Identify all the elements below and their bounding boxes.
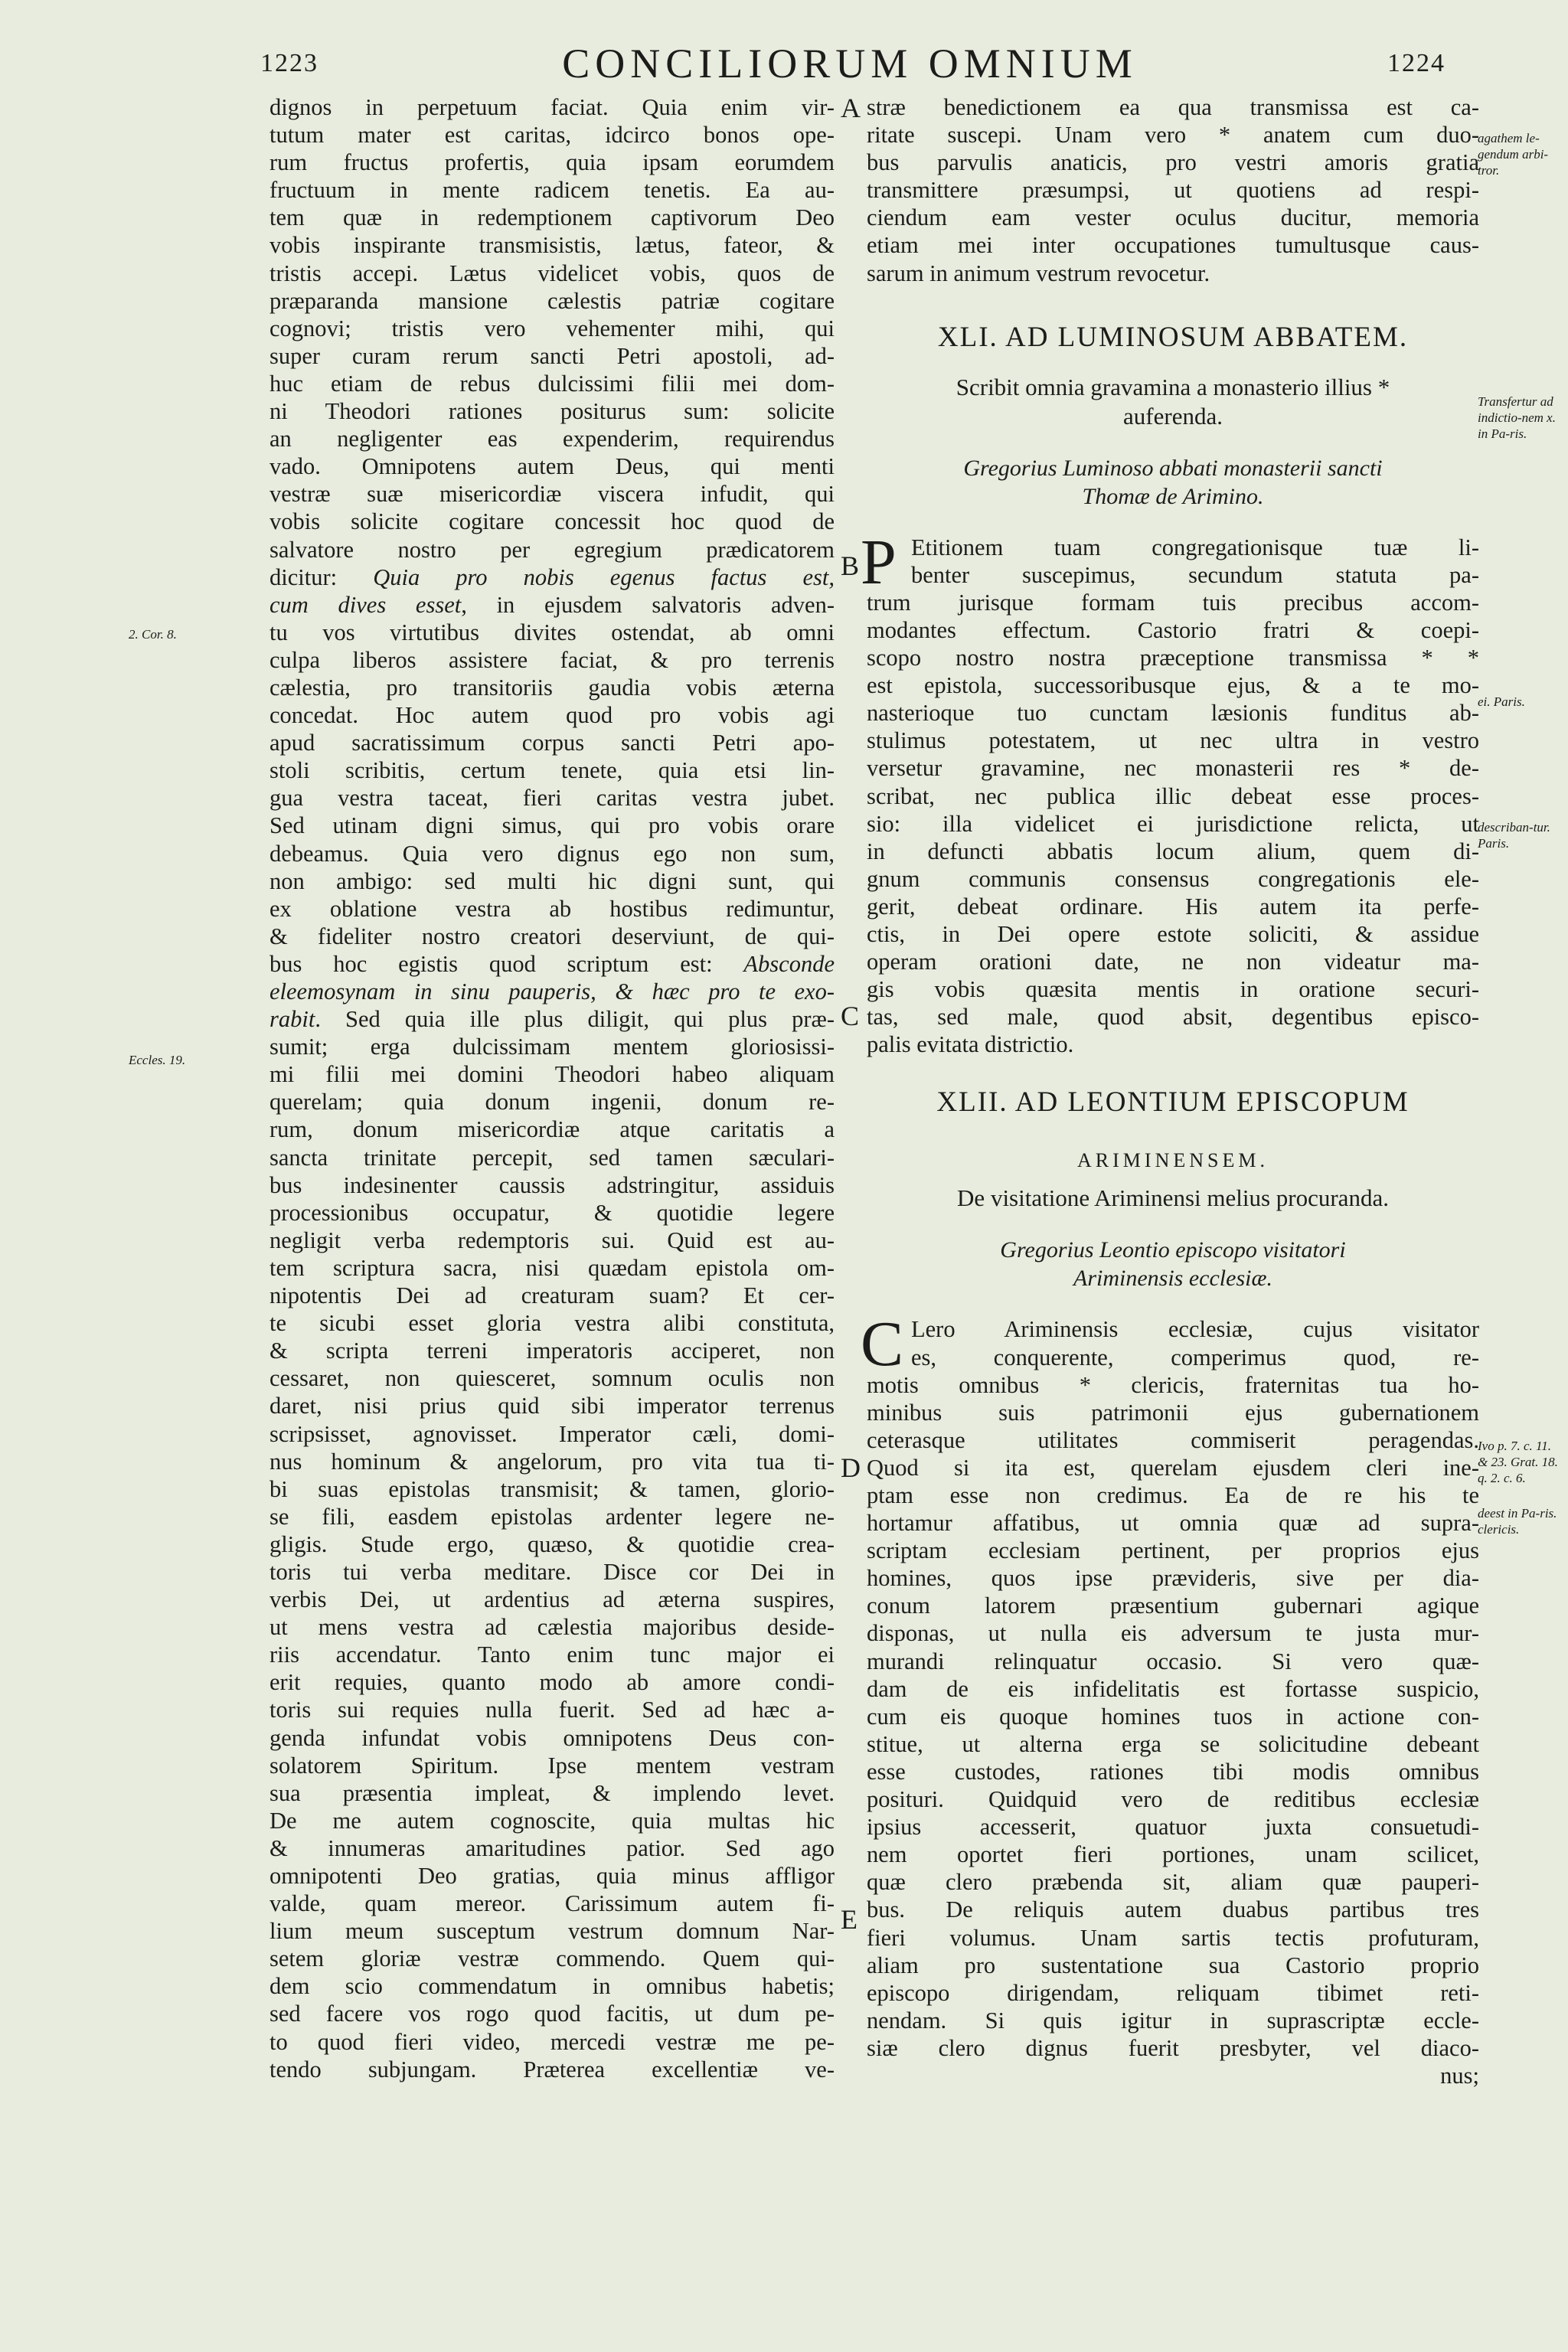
- letter-41-salutation: Gregorius Luminoso abbati monasterii sancti: [963, 455, 1383, 481]
- text-line: an negligenter eas expenderim, requirendus: [270, 426, 835, 452]
- text-line: bus hoc egistis quod scriptum est: Absconde: [270, 950, 835, 977]
- text-line: setem gloriæ vestræ commendo. Quem qui-: [270, 1945, 835, 1972]
- text-line: dam de eis infidelitatis est fortasse suspicio,: [867, 1675, 1479, 1702]
- text-line: in defuncti abbatis locum alium, quem di-: [867, 838, 1479, 864]
- text-line: nem oportet fieri portiones, unam scilicet,: [867, 1841, 1479, 1868]
- text-line: & innumeras amaritudines patior. Sed ago: [270, 1834, 835, 1861]
- text-line: quæ clero præbenda sit, aliam quæ pauperi-: [867, 1869, 1479, 1896]
- margin-note-right: ei. Paris.: [1478, 694, 1525, 709]
- text-line: ex oblatione vestra ab hostibus redimuntur,: [270, 895, 835, 922]
- text-line: ctis, in Dei opere estote soliciti, & assidue: [867, 920, 1479, 947]
- left-column: [270, 93, 835, 2083]
- text-line: Quod si ita est, querelam ejusdem cleri ine-: [867, 1454, 1479, 1481]
- text-line: huc etiam de rebus dulcissimi filii mei dom-: [270, 370, 835, 397]
- text-line: cum dives esset, in ejusdem salvatoris adven-: [270, 591, 835, 618]
- letter-41-body: [861, 526, 1479, 1059]
- text-line: cum eis quoque homines tuos in actione con-: [867, 1703, 1479, 1730]
- text-line: murandi relinquatur occasio. Si vero quæ-: [867, 1648, 1479, 1674]
- text-line: motis omnibus * clericis, fraternitas tua ho-: [867, 1371, 1479, 1398]
- drop-cap: P: [861, 526, 897, 598]
- margin-note-right: describan-tur. Paris.: [1478, 820, 1550, 851]
- text-line: culpa liberos assistere faciat, & pro terrenis: [270, 646, 835, 673]
- text-line: Sed utinam digni simus, qui pro vobis orare: [270, 812, 835, 839]
- text-line: stoli scribitis, certum tenete, quia etsi lin-: [270, 757, 835, 784]
- text-line: posituri. Quidquid vero de reditibus ecclesiæ: [867, 1786, 1479, 1813]
- text-line: palis evitata districtio.: [867, 1031, 1074, 1058]
- margin-note-left: Eccles. 19.: [129, 1053, 186, 1067]
- text-line: Etitionem tuam congregationisque tuæ li-: [911, 534, 1479, 560]
- text-line: super curam rerum sancti Petri apostoli, ad-: [270, 342, 835, 369]
- text-line: nus hominum & angelorum, pro vita tua ti-: [270, 1448, 835, 1475]
- text-line: apud sacratissimum corpus sancti Petri apo-: [270, 730, 835, 756]
- text-line: rabit. Sed quia ille plus diligit, qui plus præ-: [270, 1006, 835, 1033]
- text-line: mi filii mei domini Theodori habeo aliquam: [270, 1061, 835, 1088]
- text-line: querelam; quia donum ingenii, donum re-: [270, 1089, 835, 1116]
- text-line: se fili, easdem epistolas ardenter legere ne-: [270, 1503, 835, 1530]
- text-line: episcopo dirigendam, reliquam tibimet reti-: [867, 1979, 1479, 2006]
- text-line: fieri volumus. Unam sartis tectis profuturam,: [867, 1924, 1479, 1951]
- right-column: [861, 93, 1479, 2089]
- page-header: [0, 40, 1568, 86]
- text-line: cælestia, pro transitoriis gaudia vobis æterna: [270, 674, 835, 701]
- text-line: verbis Dei, ut ardentius ad æterna suspires,: [270, 1586, 835, 1613]
- text-line: eleemosynam in sinu pauperis, & hæc pro te exo-: [270, 978, 835, 1004]
- text-line: vobis solicite cogitare concessit hoc quod de: [270, 508, 835, 535]
- text-line: rum, donum misericordiæ atque caritatis a: [270, 1116, 835, 1143]
- text-line: genda infundat vobis omnipotens Deus con-: [270, 1724, 835, 1751]
- text-line: versetur gravamine, nec monasterii res * de-: [867, 755, 1479, 782]
- text-line: erit requies, quanto modo ab amore condi-: [270, 1669, 835, 1696]
- text-line: fructuum in mente radicem tenetis. Ea au-: [270, 177, 835, 204]
- margin-note-right: Ivo p. 7. c. 11. & 23. Grat. 18. q. 2. c. 6.: [1478, 1439, 1558, 1485]
- page-number-right: 1224: [1387, 49, 1446, 77]
- text-line: tendo subjungam. Præterea excellentiæ ve-: [270, 2056, 835, 2082]
- text-line: tas, sed male, quod absit, degentibus episco-: [867, 1004, 1479, 1031]
- text-line: dem scio commendatum in omnibus habetis;: [270, 1973, 835, 2000]
- text-line: sancta trinitate percepit, sed tamen sæculari-: [270, 1144, 835, 1171]
- letter-41-summary: auferenda.: [1123, 402, 1223, 430]
- text-line: scopo nostro nostra præceptione transmissa * *: [867, 645, 1479, 671]
- text-line: to quod fieri video, mercedi vestræ me pe-: [270, 2028, 835, 2055]
- text-line: dignos in perpetuum faciat. Quia enim vir-: [270, 94, 835, 120]
- text-line: nasterioque tuo cunctam læsionis funditus ab-: [867, 700, 1479, 727]
- text-line: trum jurisque formam tuis precibus accom-: [867, 589, 1479, 616]
- text-line: omnipotenti Deo gratias, quia minus affligor: [270, 1863, 835, 1889]
- text-line: scriptam ecclesiam pertinent, per proprios ejus: [867, 1537, 1479, 1564]
- text-line: stulimus potestatem, ut nec ultra in vestro: [867, 727, 1479, 754]
- text-line: toris tui verba meditare. Disce cor Dei in: [270, 1558, 835, 1585]
- text-line: tem scriptura sacra, nisi quædam epistola om-: [270, 1254, 835, 1281]
- text-line: ciendum eam vester oculus ducitur, memoria: [867, 204, 1479, 231]
- margin-note-right: deest in Pa-ris. clericis.: [1478, 1506, 1557, 1537]
- text-line: scribat, nec publica illic debeat esse proces-: [867, 782, 1479, 809]
- text-line: vado. Omnipotens autem Deus, qui menti: [270, 453, 835, 480]
- text-line: salvatore nostro per egregium prædicatorem: [270, 536, 835, 563]
- letter-41-summary: Scribit omnia gravamina a monasterio illius *: [956, 373, 1390, 400]
- section-letter-e: E: [841, 1904, 858, 1935]
- letter-42-salutation: Gregorius Leontio episcopo visitatori: [1000, 1237, 1346, 1263]
- text-line: processionibus occupatur, & quotidie legere: [270, 1199, 835, 1226]
- text-line: non ambigo: sed multi hic digni sunt, qui: [270, 867, 835, 894]
- text-line: hortamur affatibus, ut omnia quæ ad supra-: [867, 1510, 1479, 1537]
- text-line: siæ clero dignus fuerit presbyter, vel diaco-: [867, 2034, 1479, 2061]
- text-line: negligit verba redemptoris sui. Quid est au-: [270, 1227, 835, 1253]
- text-line: conum latorem præsentium gubernari agique: [867, 1592, 1479, 1619]
- text-line: De me autem cognoscite, quia multas hic: [270, 1807, 835, 1834]
- letter-41-salutation: Thomæ de Arimino.: [1082, 483, 1264, 509]
- text-line: benter suscepimus, secundum statuta pa-: [911, 561, 1479, 588]
- text-line: gligis. Stude ergo, quæso, & quotidie crea-: [270, 1530, 835, 1557]
- text-line: nipotentis Dei ad creaturam suam? Et cer-: [270, 1282, 835, 1309]
- text-line: bus indesinenter caussis adstringitur, assiduis: [270, 1171, 835, 1198]
- text-line: valde, quam mereor. Carissimum autem fi-: [270, 1890, 835, 1917]
- letter-42-subheading: ARIMINENSEM.: [1077, 1149, 1269, 1172]
- letter-42-body: [861, 1308, 1479, 2089]
- text-line: cessaret, non quiesceret, somnum oculis non: [270, 1365, 835, 1392]
- text-line: & fideliter nostro creatori deserviunt, de qui-: [270, 923, 835, 949]
- text-line: debeamus. Quia vero dignus ego non sum,: [270, 840, 835, 867]
- text-line: ptam esse non credimus. Ea de re his te: [867, 1482, 1479, 1508]
- text-line: tutum mater est caritas, idcirco bonos ope-: [270, 122, 835, 149]
- text-line: lium meum susceptum vestrum domnum Nar-: [270, 1918, 835, 1945]
- text-line: dicitur: Quia pro nobis egenus factus est,: [270, 564, 835, 590]
- section-letter-a: A: [841, 93, 861, 123]
- text-line: est epistola, successoribusque ejus, & a te mo-: [867, 672, 1479, 699]
- text-line: ni Theodori rationes positurus sum: solicite: [270, 398, 835, 425]
- section-letter-b: B: [841, 550, 860, 581]
- text-line: ritate suscepi. Unam vero * anatem cum duo-: [867, 122, 1479, 149]
- text-line: sed facere vos rogo quod facitis, ut dum pe-: [270, 2001, 835, 2027]
- text-line: disponas, ut nulla eis adversum te justa mur-: [867, 1620, 1479, 1647]
- text-line: aliam pro sustentatione sua Castorio proprio: [867, 1952, 1479, 1978]
- text-line: gua vestra taceat, fieri caritas vestra jubet.: [270, 785, 835, 812]
- text-line: ut mens vestra ad cælestia majoribus deside-: [270, 1614, 835, 1641]
- letter-40-ending: [867, 93, 1479, 287]
- text-line: toris sui requies nulla fuerit. Sed ad hæc a-: [270, 1697, 835, 1723]
- drop-cap: C: [861, 1308, 904, 1380]
- text-line: ceterasque utilitates commiserit peragendas.: [867, 1426, 1479, 1453]
- text-line: nus;: [1440, 2062, 1479, 2089]
- text-line: homines, quos ipse prævideris, sive per dia-: [867, 1565, 1479, 1592]
- text-line: & scripta terreni imperatoris acciperet, non: [270, 1338, 835, 1364]
- text-line: cognovi; tristis vero vehementer mihi, qui: [270, 315, 835, 341]
- text-line: stitue, ut alterna erga se solicitudine debeant: [867, 1730, 1479, 1757]
- running-title: CONCILIORUM OMNIUM: [562, 41, 1138, 87]
- text-line: es, conquerente, comperimus quod, re-: [911, 1344, 1479, 1370]
- text-line: scripsisset, agnovisset. Imperator cæli, domi-: [270, 1420, 835, 1447]
- text-line: operam orationi date, ne non videatur ma-: [867, 949, 1479, 975]
- text-line: concedat. Hoc autem quod pro vobis agi: [270, 702, 835, 729]
- section-letter-c: C: [841, 1001, 860, 1031]
- margin-note-left: 2. Cor. 8.: [129, 627, 177, 642]
- letter-41-heading: XLI. AD LUMINOSUM ABBATEM.: [937, 321, 1409, 353]
- text-line: sarum in animum vestrum revocetur.: [867, 260, 1210, 286]
- text-line: tu vos virtutibus divites ostendat, ab omni: [270, 619, 835, 645]
- letter-42-summary: De visitatione Ariminensi melius procuranda.: [957, 1184, 1389, 1212]
- text-line: modantes effectum. Castorio fratri & coepi-: [867, 616, 1479, 643]
- text-line: sua præsentia impleat, & implendo levet.: [270, 1779, 835, 1806]
- text-line: ipsius accesserit, quatuor juxta consuetudi-: [867, 1814, 1479, 1841]
- margin-note-right: Transfertur ad indictio-nem x. in Pa-ris.: [1478, 394, 1556, 441]
- text-line: bus parvulis anaticis, pro vestri amoris gratia: [867, 149, 1479, 176]
- text-line: tem quæ in redemptionem captivorum Deo: [270, 204, 835, 231]
- text-line: minibus suis patrimonii ejus gubernationem: [867, 1399, 1479, 1426]
- section-letter-d: D: [841, 1452, 861, 1483]
- page-number-left: 1223: [260, 49, 318, 77]
- text-line: tristis accepi. Lætus videlicet vobis, quos de: [270, 260, 835, 286]
- text-line: rum fructus profertis, quia ipsam eorumdem: [270, 149, 835, 176]
- letter-42-heading: XLII. AD LEONTIUM EPISCOPUM: [936, 1086, 1410, 1119]
- text-line: stræ benedictionem ea qua transmissa est ca-: [867, 94, 1479, 120]
- text-line: gis vobis quæsita mentis in oratione securi-: [867, 976, 1479, 1003]
- text-line: gerit, debeat ordinare. His autem ita perfe-: [867, 893, 1479, 920]
- text-line: bi suas epistolas transmisit; & tamen, glorio-: [270, 1475, 835, 1502]
- text-line: gnum communis consensus congregationis ele-: [867, 865, 1479, 892]
- text-line: vestræ suæ misericordiæ viscera infudit, qui: [270, 481, 835, 508]
- text-line: sio: illa videlicet ei jurisdictione relicta, ut: [867, 810, 1479, 837]
- text-line: transmittere præsumpsi, ut quotiens ad respi-: [867, 177, 1479, 204]
- text-line: præparanda mansione cælestis patriæ cogitare: [270, 287, 835, 314]
- text-line: te sicubi esset gloria vestra alibi constituta,: [270, 1310, 835, 1337]
- text-line: riis accendatur. Tanto enim tunc major ei: [270, 1642, 835, 1668]
- text-line: etiam mei inter occupationes tumultusque caus-: [867, 232, 1479, 259]
- margin-note-right: agathem le-gendum arbi-tror.: [1478, 131, 1549, 178]
- text-line: solatorem Spiritum. Ipse mentem vestram: [270, 1752, 835, 1779]
- text-line: esse custodes, rationes tibi modis omnibus: [867, 1758, 1479, 1785]
- text-line: nendam. Si quis igitur in suprascriptæ eccle-: [867, 2007, 1479, 2034]
- text-line: bus. De reliquis autem duabus partibus tres: [867, 1896, 1479, 1923]
- text-line: daret, nisi prius quid sibi imperator terrenus: [270, 1393, 835, 1419]
- text-line: Lero Ariminensis ecclesiæ, cujus visitator: [911, 1316, 1479, 1343]
- text-line: sumit; erga dulcissimam mentem gloriosissi-: [270, 1034, 835, 1060]
- text-line: vobis inspirante transmisistis, lætus, fateor, &: [270, 232, 835, 259]
- letter-42-salutation: Ariminensis ecclesiæ.: [1073, 1266, 1272, 1292]
